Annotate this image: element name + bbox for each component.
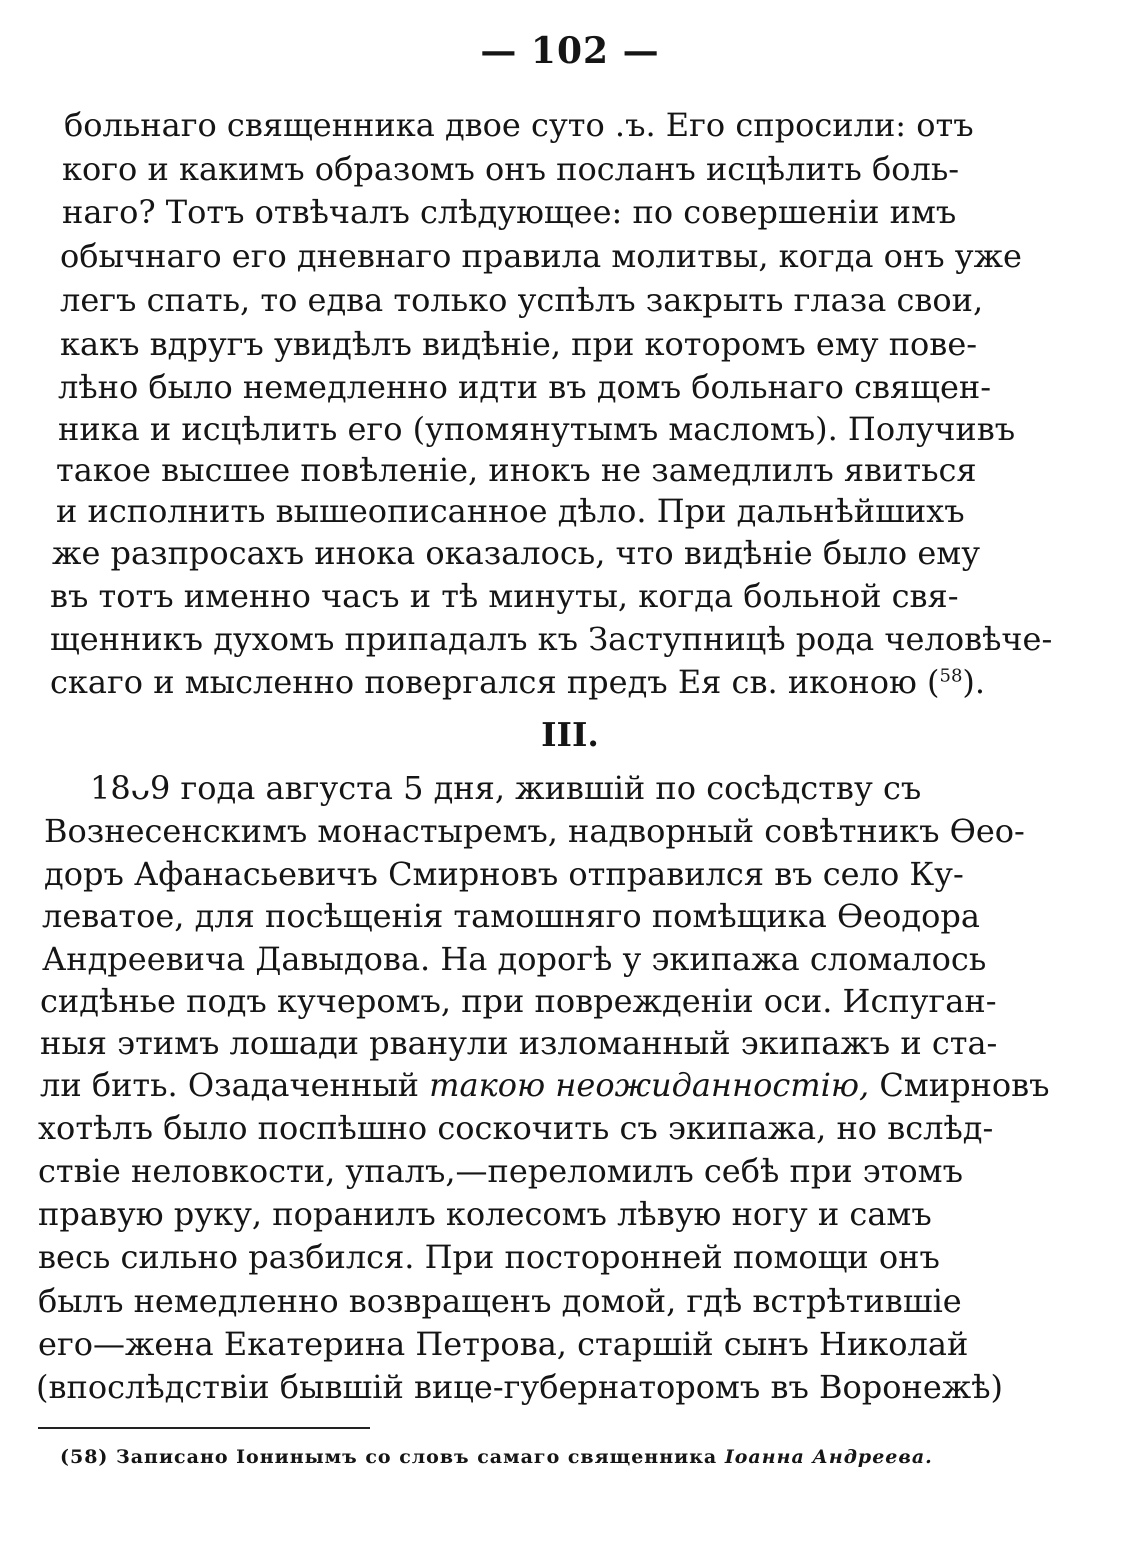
- text-line: хотѣлъ было поспѣшно соскочить съ экипажа, но вслѣд-: [38, 1109, 994, 1147]
- text-line: ника и исцѣлить его (упомянутымъ масломъ). Получивъ: [58, 410, 1016, 448]
- text-line: больнаго священника двое суто .ъ. Его спросили: отъ: [64, 106, 974, 144]
- italic-text: такою неожиданностію,: [429, 1066, 870, 1104]
- text-line: наго? Тотъ отвѣчалъ слѣдующее: по совершеніи имъ: [62, 193, 957, 231]
- text-line: въ тотъ именно часъ и тѣ минуты, когда больной свя-: [50, 577, 959, 615]
- section-heading: III.: [541, 715, 599, 754]
- line-text: скаго и мысленно повергался предъ Ея св. иконою (: [50, 663, 940, 701]
- text-line: лѣно было немедленно идти въ домъ больнаго священ-: [58, 368, 992, 406]
- text-line: же разпросахъ инока оказалось, что видѣніе было ему: [52, 534, 981, 572]
- text-line: былъ немедленно возвращенъ домой, гдѣ встрѣтившіе: [38, 1282, 962, 1320]
- text-line: 18ᴗ9 года августа 5 дня, жившій по сосѣдству съ: [90, 769, 922, 807]
- text-line: ствіе неловкости, упалъ,—переломилъ себѣ при этомъ: [38, 1152, 963, 1190]
- text-line: леватое, для посѣщенія тамошняго помѣщика Ѳеодора: [42, 897, 980, 935]
- text-line: обычнаго его дневнаго правила молитвы, когда онъ уже: [60, 237, 1022, 275]
- text-line: [50, 661, 985, 703]
- text-line: и исполнить вышеописанное дѣло. При дальнѣйшихъ: [56, 492, 965, 530]
- footnote-text: Записано Іонинымъ со словъ самаго священника: [116, 1446, 718, 1468]
- footnote-marker: (58): [60, 1446, 109, 1468]
- text-line: какъ вдругъ увидѣлъ видѣніе, при которомъ ему пове-: [60, 325, 978, 363]
- line-end: ).: [962, 663, 986, 701]
- text-line: такое высшее повѣленіе, инокъ не замедлилъ явиться: [56, 451, 977, 489]
- text-line: Андреевича Давыдова. На дорогѣ у экипажа сломалось: [42, 940, 987, 978]
- text-line: доръ Афанасьевичъ Смирновъ отправился въ село Ку-: [44, 855, 964, 893]
- text-line: легъ спать, то едва только успѣлъ закрыть глаза свои,: [60, 281, 984, 319]
- line-text: Смирновъ: [869, 1066, 1050, 1104]
- text-line: щенникъ духомъ припадалъ къ Заступницѣ рода человѣче-: [50, 620, 1053, 658]
- text-line: кого и какимъ образомъ онъ посланъ исцѣлить боль-: [62, 150, 960, 188]
- page-number: — 102 —: [480, 30, 660, 72]
- text-line: [40, 1064, 1050, 1106]
- text-line: Вознесенскимъ монастыремъ, надворный совѣтникъ Ѳео-: [44, 812, 1025, 850]
- text-line: (впослѣдствіи бывшій вице-губернаторомъ въ Воронежѣ): [36, 1368, 1004, 1406]
- text-line: его—жена Екатерина Петрова, старшій сынъ Николай: [38, 1325, 969, 1363]
- footnote-name: Іоанна Андреева.: [724, 1446, 933, 1468]
- text-line: весь сильно разбился. При посторонней помощи онъ: [38, 1238, 940, 1276]
- text-line: сидѣнье подъ кучеромъ, при поврежденіи оси. Испуган-: [40, 982, 997, 1020]
- line-text: ли бить. Озадаченный: [40, 1066, 430, 1104]
- text-line: ныя этимъ лошади рванули изломанный экипажъ и ста-: [40, 1024, 998, 1062]
- text-line: правую руку, поранилъ колесомъ лѣвую ногу и самъ: [38, 1195, 932, 1233]
- footnote-divider: [38, 1427, 370, 1429]
- footnote: [60, 1446, 933, 1468]
- footnote-reference: 58: [939, 665, 963, 687]
